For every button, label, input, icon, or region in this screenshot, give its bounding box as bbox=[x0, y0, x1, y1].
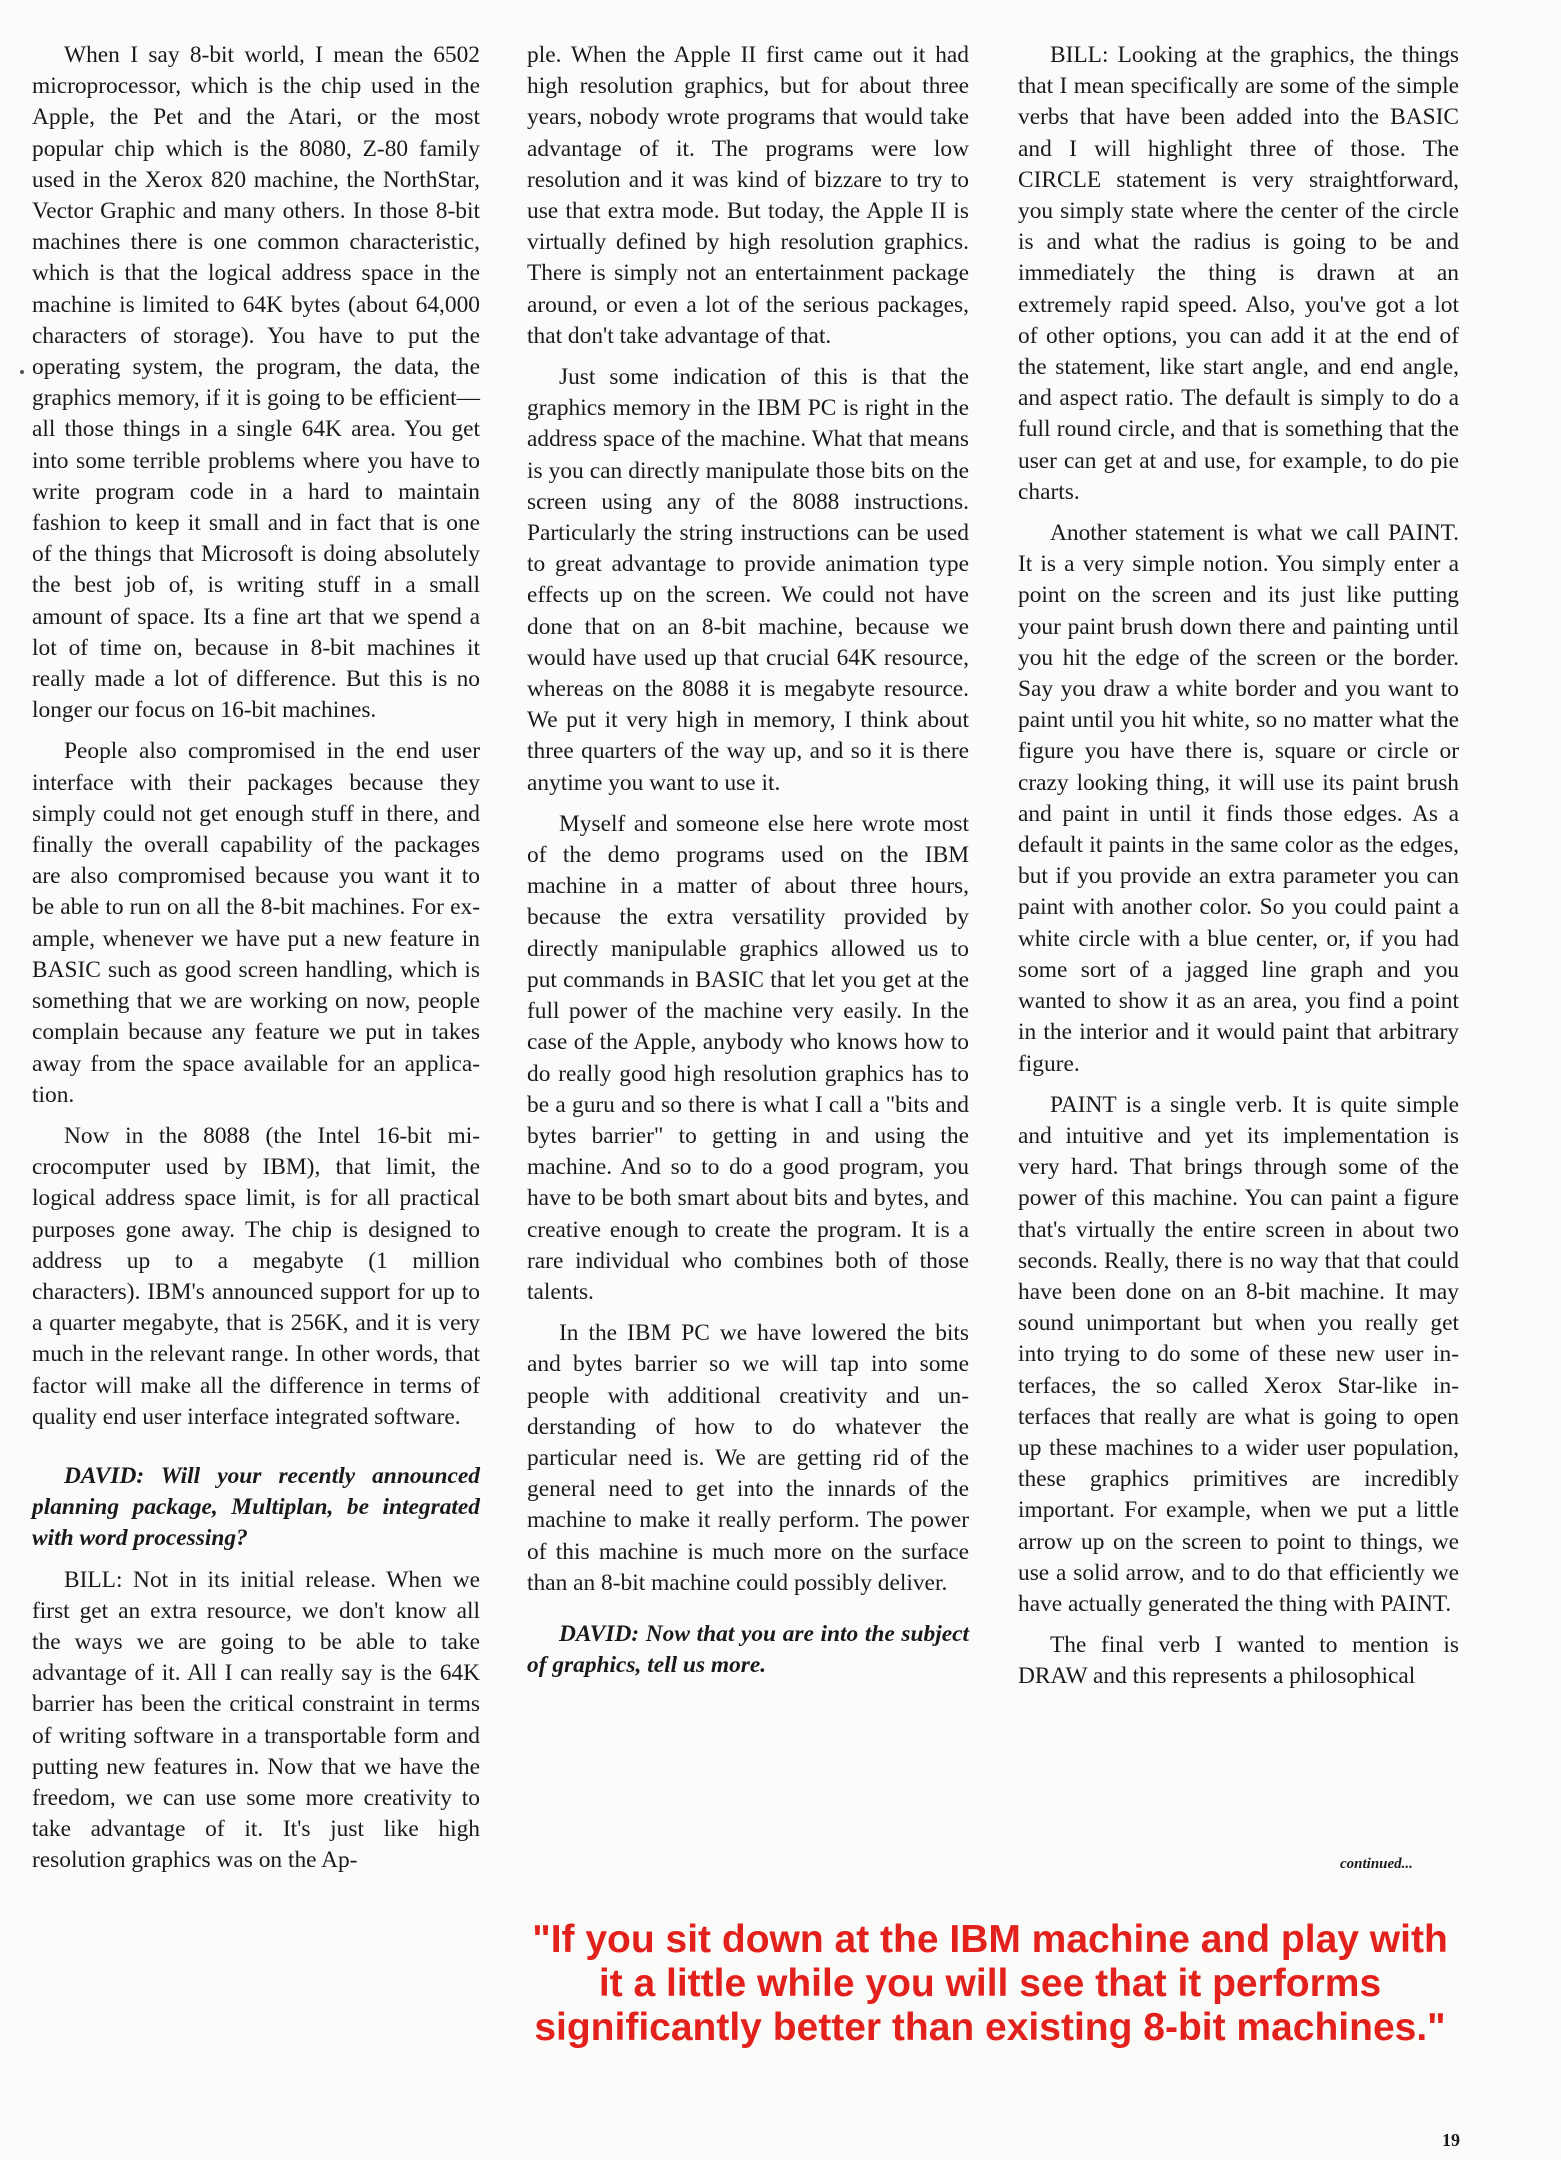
paragraph: Now in the 8088 (the Intel 16-bit microcomputer used by IBM), that limit, the logical address space limit, is for all practical purposes gone away. The chip is designed to address up to a megabyte (1 million characters). IBM's announced support for up to a quarter megabyte, that is 256K, and it is very much in the relevant range. In other words, that factor will make all the difference in terms of quality end user interface integrated software. bbox=[32, 1122, 480, 1430]
paragraph: People also compromised in the end user interface with their packages because they simply could not get enough stuff in there, and finally the overall capability of the packages are also compromised because you want it to be able to run on all the 8-bit machines. For example, whenever we have put a new feature in BASIC such as good screen handling, which is something that we are working on now, people complain because any feature we put in takes away from the space available for an application. bbox=[32, 738, 480, 1108]
stray-dot bbox=[20, 370, 24, 374]
column-3 bbox=[1018, 40, 1459, 1703]
paragraph: Just some indication of this is that the graphics memory in the IBM PC is right in the address space of the machine. What that means is you can directly manipulate those bits on the screen using any of the 8088 instructions. Particularly the string instructions can be used to great advantage to provide animation type effects up on the screen. We could not have done that on an 8-bit machine, because we would have used up that crucial 64K resource, whereas on the 8088 it is megabyte resource. We put it very high in memory, I think about three quarters of the way up, and so it is there anytime you want to use it. bbox=[527, 364, 969, 796]
column-2 bbox=[527, 40, 969, 1691]
paragraph: Myself and someone else here wrote most of the demo programs used on the IBM machine in a matter of about three hours, because the extra versatility provided by directly manipulable graphics allowed us to put commands in BASIC that let you get at the full power of the machine very easily. In the case of the Apple, anybody who knows how to do really good high resolution graphics has to be a guru and so there is what I call a "bits and bytes barrier" to getting in and using the machine. And so to do a good program, you have to be both smart about bits and bytes, and creative enough to create the program. It is a rare individual who combines both of those talents. bbox=[527, 810, 969, 1305]
paragraph: When I say 8-bit world, I mean the 6502 microprocessor, which is the chip used in the Apple, the Pet and the Atari, or the most popular chip which is the 8080, Z-80 family used in the Xerox 820 machine, the NorthStar, Vector Graphic and many others. In those 8-bit machines there is one common characteristic, which is that the logical address space in the machine is limited to 64K bytes (about 64,000 characters of storage). You have to put the operating system, the program, the data, the graphics memory, if it is going to be efficient—all those things in a single 64K area. You get into some terrible problems where you have to write program code in a hard to maintain fashion to keep it small and in fact that is one of the things that Microsoft is doing absolutely the best job of, is writing stuff in a small amount of space. Its a fine art that we spend a lot of time on, because in 8-bit machines it really made a lot of difference. But this is no longer our focus on 16-bit machines. bbox=[32, 42, 480, 724]
pull-quote: "If you sit down at the IBM machine and play with it a little while you will see that it performs significantly better than existing 8-bit machines." bbox=[532, 1918, 1448, 2049]
paragraph: The final verb I wanted to mention is DRAW and this represents a philosophical bbox=[1018, 1632, 1459, 1690]
paragraph: PAINT is a single verb. It is quite simple and intuitive and yet its implementation is very hard. That brings through some of the power of this machine. You can paint a figure that's virtually the entire screen in about two seconds. Really, there is no way that that could have been done on an 8-bit machine. It may sound unimportant but when you really get into trying to do some of these new user interfaces, the so called Xerox Star-like interfaces that really are what is going to open up these machines to a wider user population, these graphics primitives are incredibly important. For example, when we put a little arrow up on the screen to point to things, we use a solid arrow, and to do that efficiently we have actually generated the thing with PAINT. bbox=[1018, 1091, 1459, 1617]
column-1 bbox=[32, 40, 480, 1887]
page-number: 19 bbox=[1442, 2130, 1460, 2150]
paragraph: In the IBM PC we have lowered the bits and bytes barrier so we will tap into some people with additional creativity and understanding of how to do whatever the particular need is. We are getting rid of the general need to get into the innards of the machine to make it really perform. The power of this machine is much more on the surface than an 8-bit machine could possibly deliver. bbox=[527, 1320, 969, 1596]
interviewer-question: DAVID: Will your recently announced planning package, Multiplan, be integrated with word processing? bbox=[32, 1462, 480, 1552]
paragraph: BILL: Looking at the graphics, the things that I mean specifically are some of the simple verbs that have been added into the BASIC and I will highlight three of those. The CIRCLE statement is very straightforward, you simply state where the center of the circle is and what the radius is going to be and immediately the thing is drawn at an extremely rapid speed. Also, you've got a lot of other options, you can add it at the end of the statement, like start angle, and end angle, and aspect ratio. The default is simply to do a full round circle, and that is something that the user can get at and use, for example, to do pie charts. bbox=[1018, 42, 1459, 505]
continued-label: continued... bbox=[1340, 1856, 1413, 1872]
paragraph: BILL: Not in its initial release. When we first get an extra resource, we don't know all the ways we are going to be able to take advantage of it. All I can really say is the 64K barrier has been the critical constraint in terms of writing software in a transportable form and putting new features in. Now that we have the freedom, we can use some more creativity to take advantage of it. It's just like high resolution graphics was on the Ap- bbox=[32, 1566, 480, 1874]
paragraph: Another statement is what we call PAINT. It is a very simple notion. You simply enter a point on the screen and its just like putting your paint brush down there and painting until you hit the edge of the screen or the border. Say you draw a white border and you want to paint until you hit white, so no matter what the figure you have there is, square or circle or crazy looking thing, it will use its paint brush and paint in until it finds those edges. As a default it paints in the same color as the edges, but if you provide an extra parameter you can paint with another color. So you could paint a white circle with a blue center, or, if you had some sort of a jagged line graph and you wanted to show it as an area, you find a point in the interior and it would paint that arbitrary figure. bbox=[1018, 520, 1459, 1077]
interviewer-question: DAVID: Now that you are into the subject of graphics, tell us more. bbox=[527, 1620, 969, 1679]
paragraph: ple. When the Apple II first came out it had high resolution graphics, but for about three years, nobody wrote programs that would take advantage of it. The programs were low resolution and it was kind of bizzare to try to use that extra mode. But today, the Apple II is virtually defined by high resolution graphics. There is simply not an entertainment package around, or even a lot of the serious packages, that don't take advantage of that. bbox=[527, 42, 969, 349]
